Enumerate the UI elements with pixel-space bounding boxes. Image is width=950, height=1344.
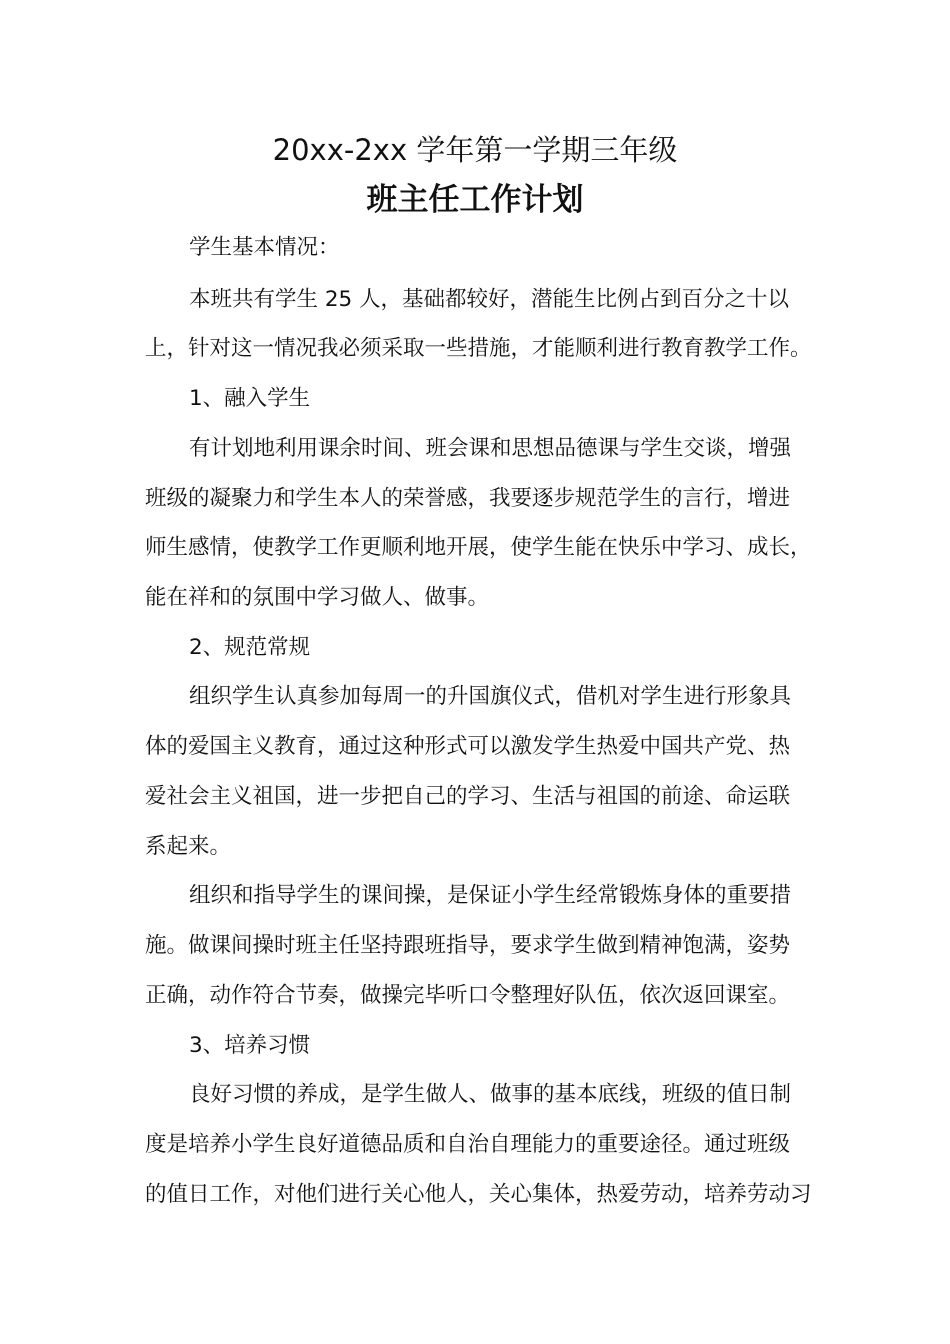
document-title-line-1: 20xx-2xx 学年第一学期三年级	[272, 133, 678, 167]
paragraph-line: 系起来。	[145, 834, 232, 859]
paragraph-line: 度是培养小学生良好道德品质和自治自理能力的重要途径。通过班级	[145, 1132, 791, 1157]
paragraph-line: 的值日工作，对他们进行关心他人，关心集体，热爱劳动，培养劳动习	[145, 1182, 812, 1207]
paragraph-line: 师生感情，使教学工作更顺利地开展，使学生能在快乐中学习、成长，	[145, 535, 812, 560]
paragraph-line: 正确，动作符合节奏，做操完毕听口令整理好队伍，依次返回课室。	[145, 983, 791, 1008]
paragraph-line: 班级的凝聚力和学生本人的荣誉感，我要逐步规范学生的言行，增进	[145, 486, 791, 511]
paragraph-line: 组织学生认真参加每周一的升国旗仪式，借机对学生进行形象具	[189, 684, 792, 709]
section-heading-2: 2、规范常规	[189, 635, 311, 660]
paragraph-line: 爱社会主义祖国，进一步把自己的学习、生活与祖国的前途、命运联	[145, 784, 791, 809]
section-heading-basic-info: 学生基本情况：	[189, 235, 340, 260]
paragraph-line: 良好习惯的养成，是学生做人、做事的基本底线，班级的值日制	[189, 1082, 792, 1107]
paragraph-line: 能在祥和的氛围中学习做人、做事。	[145, 585, 490, 610]
paragraph-line: 施。做课间操时班主任坚持跟班指导，要求学生做到精神饱满，姿势	[145, 933, 791, 958]
paragraph-line: 有计划地利用课余时间、班会课和思想品德课与学生交谈，增强	[189, 436, 792, 461]
paragraph-line: 本班共有学生 25 人，基础都较好，潜能生比例占到百分之十以	[189, 287, 790, 312]
paragraph-line: 组织和指导学生的课间操，是保证小学生经常锻炼身体的重要措	[189, 883, 792, 908]
paragraph-line: 上，针对这一情况我必须采取一些措施，才能顺利进行教育教学工作。	[145, 336, 812, 361]
document-title-line-2: 班主任工作计划	[366, 182, 584, 218]
paragraph-line: 体的爱国主义教育，通过这种形式可以激发学生热爱中国共产党、热	[145, 734, 791, 759]
section-heading-1: 1、融入学生	[189, 386, 311, 411]
section-heading-3: 3、培养习惯	[189, 1033, 311, 1058]
